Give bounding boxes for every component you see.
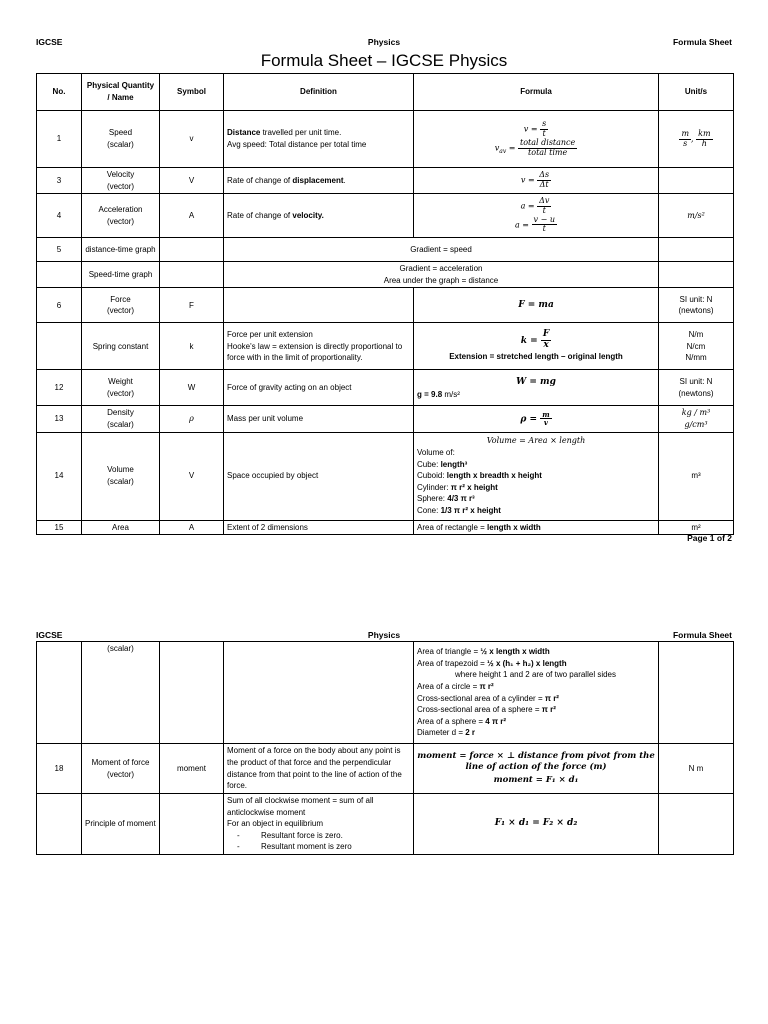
header-left: IGCSE <box>36 37 63 47</box>
table-header-row <box>37 74 734 111</box>
unit: kg / m³ g/cm³ <box>659 406 734 432</box>
symbol: F <box>160 288 224 323</box>
col-header-formula: Formula <box>414 74 659 111</box>
row-number: 12 <box>37 370 82 406</box>
quantity-name: Weight (vector) <box>82 370 160 406</box>
table-row-spring-constant <box>37 323 734 370</box>
definition: Mass per unit volume <box>224 406 414 432</box>
quantity-name: Acceleration (vector) <box>82 194 160 238</box>
table-row-velocity <box>37 168 734 194</box>
formula-table <box>36 73 734 535</box>
unit: m/s² <box>659 194 734 238</box>
page-title: Formula Sheet – IGCSE Physics <box>260 51 508 70</box>
unit <box>659 168 734 194</box>
formula: W = mg g = 9.8 m/s² <box>414 370 659 406</box>
table-row-force <box>37 288 734 323</box>
symbol: A <box>160 520 224 535</box>
header-center: Physics <box>367 37 401 47</box>
definition <box>224 288 414 323</box>
col-header-quantity: Physical Quantity / Name <box>82 74 160 111</box>
row-number: 4 <box>37 194 82 238</box>
unit: SI unit: N (newtons) <box>659 288 734 323</box>
definition: Extent of 2 dimensions <box>224 520 414 535</box>
symbol: V <box>160 168 224 194</box>
header-right: Formula Sheet <box>672 630 732 640</box>
formula: Area of rectangle = length x width <box>414 520 659 535</box>
col-header-no: No. <box>37 74 82 111</box>
symbol <box>160 794 224 855</box>
graph-description: Gradient = acceleration Area under the graph = distance <box>224 262 659 288</box>
row-number <box>37 262 82 288</box>
symbol: A <box>160 194 224 238</box>
list-item: - Resultant moment is zero <box>261 841 410 853</box>
symbol: W <box>160 370 224 406</box>
quantity-name: Speed-time graph <box>82 262 160 288</box>
row-number: 5 <box>37 238 82 262</box>
symbol: V <box>160 432 224 520</box>
row-number: 1 <box>37 111 82 168</box>
table-row-area-continued <box>37 642 734 744</box>
symbol <box>160 238 224 262</box>
symbol <box>160 262 224 288</box>
table-row-distance-time-graph <box>37 238 734 262</box>
row-number: 15 <box>37 520 82 535</box>
symbol: k <box>160 323 224 370</box>
row-number <box>37 794 82 855</box>
unit <box>659 642 734 744</box>
formula: k = $\frac{F}{x}$ Extension = stretched length – original length <box>414 323 659 370</box>
formula: v = $\frac{s}{t}$ $v_{av}$ = $\frac{\text{total distance}}{\text{total time}}$ <box>414 111 659 168</box>
table-row-density <box>37 406 734 432</box>
definition <box>224 642 414 744</box>
definition: Space occupied by object <box>224 432 414 520</box>
table-row-speed <box>37 111 734 168</box>
quantity-name: Spring constant <box>82 323 160 370</box>
formula: a = $\frac{\Delta v}{t}$ a = $\frac{v - u}{t}$ <box>414 194 659 238</box>
quantity-name: Density (scalar) <box>82 406 160 432</box>
row-number: 6 <box>37 288 82 323</box>
page-footer: Page 1 of 2 <box>687 533 732 543</box>
quantity-name: Speed (scalar) <box>82 111 160 168</box>
col-header-units: Unit/s <box>659 74 734 111</box>
symbol: v <box>160 111 224 168</box>
unit: m³ <box>659 432 734 520</box>
quantity-name: Force (vector) <box>82 288 160 323</box>
definition: Rate of change of displacement. <box>224 168 414 194</box>
unit <box>659 262 734 288</box>
header-right: Formula Sheet <box>672 37 732 47</box>
unit: SI unit: N (newtons) <box>659 370 734 406</box>
formula: ρ = $\frac{m}{v}$ <box>414 406 659 432</box>
table-row-volume <box>37 432 734 520</box>
formula: Volume = Area × length Volume of: Cube: length³ Cuboid: length x breadth x height Cylinder: π r² x height Sphere: 4/3 π r³ Cone: 1/3 π r² x height <box>414 432 659 520</box>
table-row-speed-time-graph <box>37 262 734 288</box>
definition: Distance travelled per unit time. Avg speed: Total distance per total time <box>224 111 414 168</box>
formula: F = ma <box>414 288 659 323</box>
symbol <box>160 642 224 744</box>
formula: v = $\frac{\Delta s}{\Delta t}$ <box>414 168 659 194</box>
definition: Sum of all clockwise moment = sum of all anticlockwise moment For an object in equilibrium - Resultant force is zero. - Resultant moment is zero <box>224 794 414 855</box>
row-number <box>37 642 82 744</box>
quantity-type: (scalar) <box>82 642 160 744</box>
row-number: 13 <box>37 406 82 432</box>
row-number: 14 <box>37 432 82 520</box>
symbol: moment <box>160 744 224 794</box>
col-header-definition: Definition <box>224 74 414 111</box>
formula: moment = force × ⊥ distance from pivot from the line of action of the force (m) moment = F₁ × d₁ <box>414 744 659 794</box>
unit: N m <box>659 744 734 794</box>
quantity-name: Principle of moment <box>82 794 160 855</box>
quantity-name: Area <box>82 520 160 535</box>
graph-description: Gradient = speed <box>224 238 659 262</box>
header-center: Physics <box>367 630 401 640</box>
symbol: ρ <box>160 406 224 432</box>
row-number: 3 <box>37 168 82 194</box>
definition: Rate of change of velocity. <box>224 194 414 238</box>
col-header-symbol: Symbol <box>160 74 224 111</box>
table-row-area <box>37 520 734 535</box>
unit: N/m N/cm N/mm <box>659 323 734 370</box>
list-item: - Resultant force is zero. <box>261 830 410 842</box>
formula: Area of triangle = ½ x length x width Area of trapezoid = ½ x (h₁ + h₂) x length where height 1 and 2 are of two parallel sides Area of a circle = π r² Cross-sectional area of a cylinder = π r² Cross-sectional area of a sphere = π r² Area of a sphere = 4 π r² Diameter d = 2 r <box>414 642 659 744</box>
table-row-principle-of-moment <box>37 794 734 855</box>
row-number: 18 <box>37 744 82 794</box>
quantity-name: distance-time graph <box>82 238 160 262</box>
quantity-name: Moment of force (vector) <box>82 744 160 794</box>
unit: $\frac{m}{s}$ , $\frac{km}{h}$ <box>659 111 734 168</box>
definition: Force per unit extension Hooke's law = extension is directly proportional to force with in the limit of proportionality. <box>224 323 414 370</box>
formula-table-continued <box>36 641 734 855</box>
table-row-acceleration <box>37 194 734 238</box>
formula: F₁ × d₁ = F₂ × d₂ <box>414 794 659 855</box>
header-left: IGCSE <box>36 630 63 640</box>
unit: m² <box>659 520 734 535</box>
table-row-moment <box>37 744 734 794</box>
quantity-name: Volume (scalar) <box>82 432 160 520</box>
unit <box>659 794 734 855</box>
quantity-name: Velocity (vector) <box>82 168 160 194</box>
row-number <box>37 323 82 370</box>
unit <box>659 238 734 262</box>
definition: Force of gravity acting on an object <box>224 370 414 406</box>
table-row-weight <box>37 370 734 406</box>
definition: Moment of a force on the body about any point is the product of that force and the perpendicular distance from that point to the line of action of the force. <box>224 744 414 794</box>
